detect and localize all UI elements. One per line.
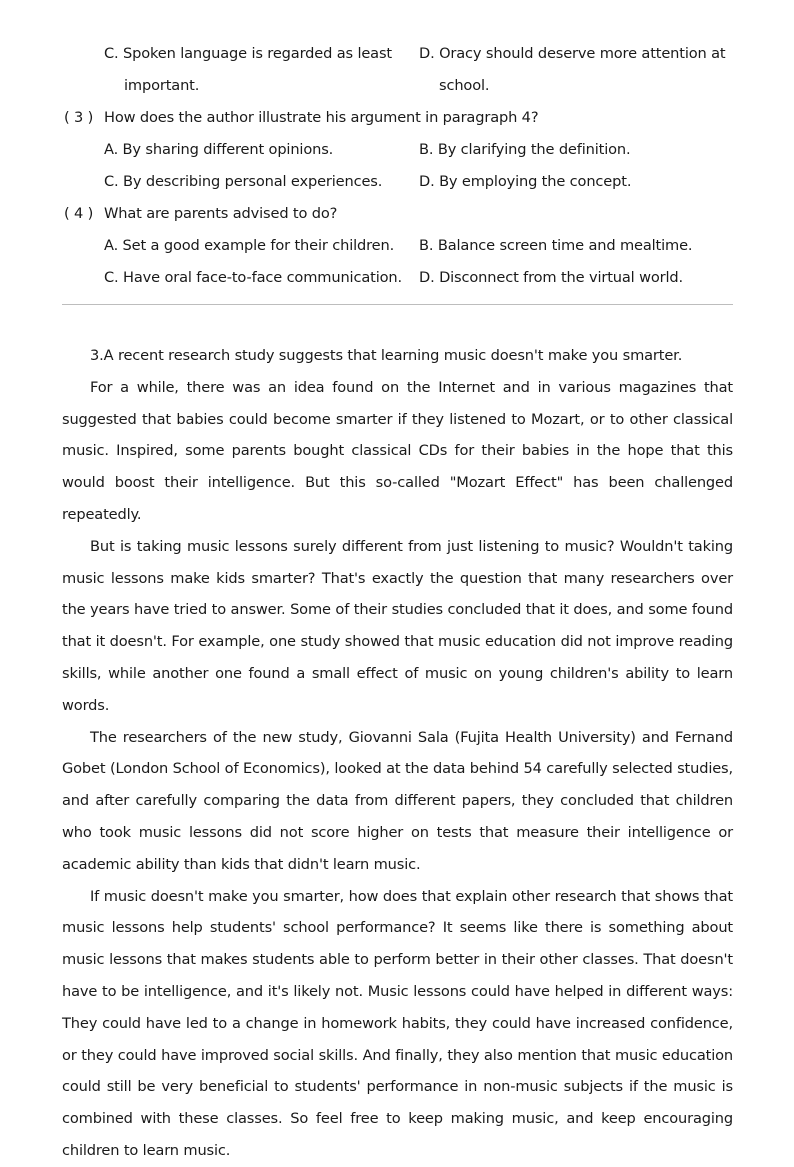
q3-option-b[interactable]: B. By clarifying the definition. — [419, 141, 631, 158]
q4-option-row-cd — [0, 262, 794, 294]
question-3 — [64, 102, 538, 134]
q4-option-row-ab — [0, 230, 794, 262]
q3-option-d[interactable]: D. By employing the concept. — [419, 173, 632, 190]
question-3-text: How does the author illustrate his argument in paragraph 4? — [104, 109, 539, 126]
q4-option-b[interactable]: B. Balance screen time and mealtime. — [419, 237, 693, 254]
q2-option-c[interactable]: C. Spoken language is regarded as least — [104, 45, 392, 62]
q3-option-a[interactable]: A. By sharing different opinions. — [104, 141, 334, 158]
passage-heading: 3.A recent research study suggests that learning music doesn't make you smarter. — [90, 347, 683, 364]
question-4-number: ( 4 ) — [64, 205, 94, 222]
q2-option-row-cd-cont — [0, 70, 794, 102]
q4-option-d[interactable]: D. Disconnect from the virtual world. — [419, 269, 683, 286]
q2-option-c-continued: important. — [124, 77, 200, 94]
question-4-text: What are parents advised to do? — [104, 205, 338, 222]
section-divider — [62, 304, 733, 305]
passage-paragraph-2: But is taking music lessons surely different from just listening to music? Wouldn't taking music lessons make kids smarter? That's exactly the question that many researchers over the years have tried to answer. Some of their studies concluded that it does, and some found that it doesn't. For example, one study showed that music education did not improve reading skills, while another one found a small effect of music on young children's ability to learn words. — [62, 537, 733, 714]
passage-paragraph-1: For a while, there was an idea found on the Internet and in various magazines that suggested that babies could become smarter if they listened to Mozart, or to other classical music. Inspired, some parents bought classical CDs for their babies in the hope that this would boost their intelligence. But this so-called "Mozart Effect" has been challenged repeatedly. — [62, 378, 733, 523]
q4-option-c[interactable]: C. Have oral face-to-face communication. — [104, 269, 402, 286]
passage-paragraph-4: If music doesn't make you smarter, how does that explain other research that shows that music lessons help students' school performance? It seems like there is something about music lessons that makes students able to perform better in their other classes. That doesn't have to be intelligence, and it's likely not. Music lessons could have helped in different ways: They could have led to a change in homework habits, they could have increased confidence, or they could have improved social skills. And finally, they also mention that music education could still be very beneficial to students' performance in non-music subjects if the music is combined with these classes. So feel free to keep making music, and keep encouraging children to learn music. — [62, 887, 733, 1159]
q4-option-a[interactable]: A. Set a good example for their children. — [104, 237, 395, 254]
q2-option-d[interactable]: D. Oracy should deserve more attention at — [419, 45, 726, 62]
q2-option-row-cd — [0, 38, 794, 70]
reading-passage-3 — [62, 340, 733, 1167]
question-3-number: ( 3 ) — [64, 109, 94, 126]
q3-option-row-ab — [0, 134, 794, 166]
q2-option-d-continued: school. — [439, 77, 490, 94]
question-4 — [64, 198, 337, 230]
passage-paragraph-3: The researchers of the new study, Giovanni Sala (Fujita Health University) and Fernand Gobet (London School of Economics), looked at the data behind 54 carefully selected studies, and after carefully comparing the data from different papers, they concluded that children who took music lessons did not score higher on tests that measure their intelligence or academic ability than kids that didn't learn music. — [62, 728, 733, 873]
q3-option-row-cd — [0, 166, 794, 198]
q3-option-c[interactable]: C. By describing personal experiences. — [104, 173, 383, 190]
